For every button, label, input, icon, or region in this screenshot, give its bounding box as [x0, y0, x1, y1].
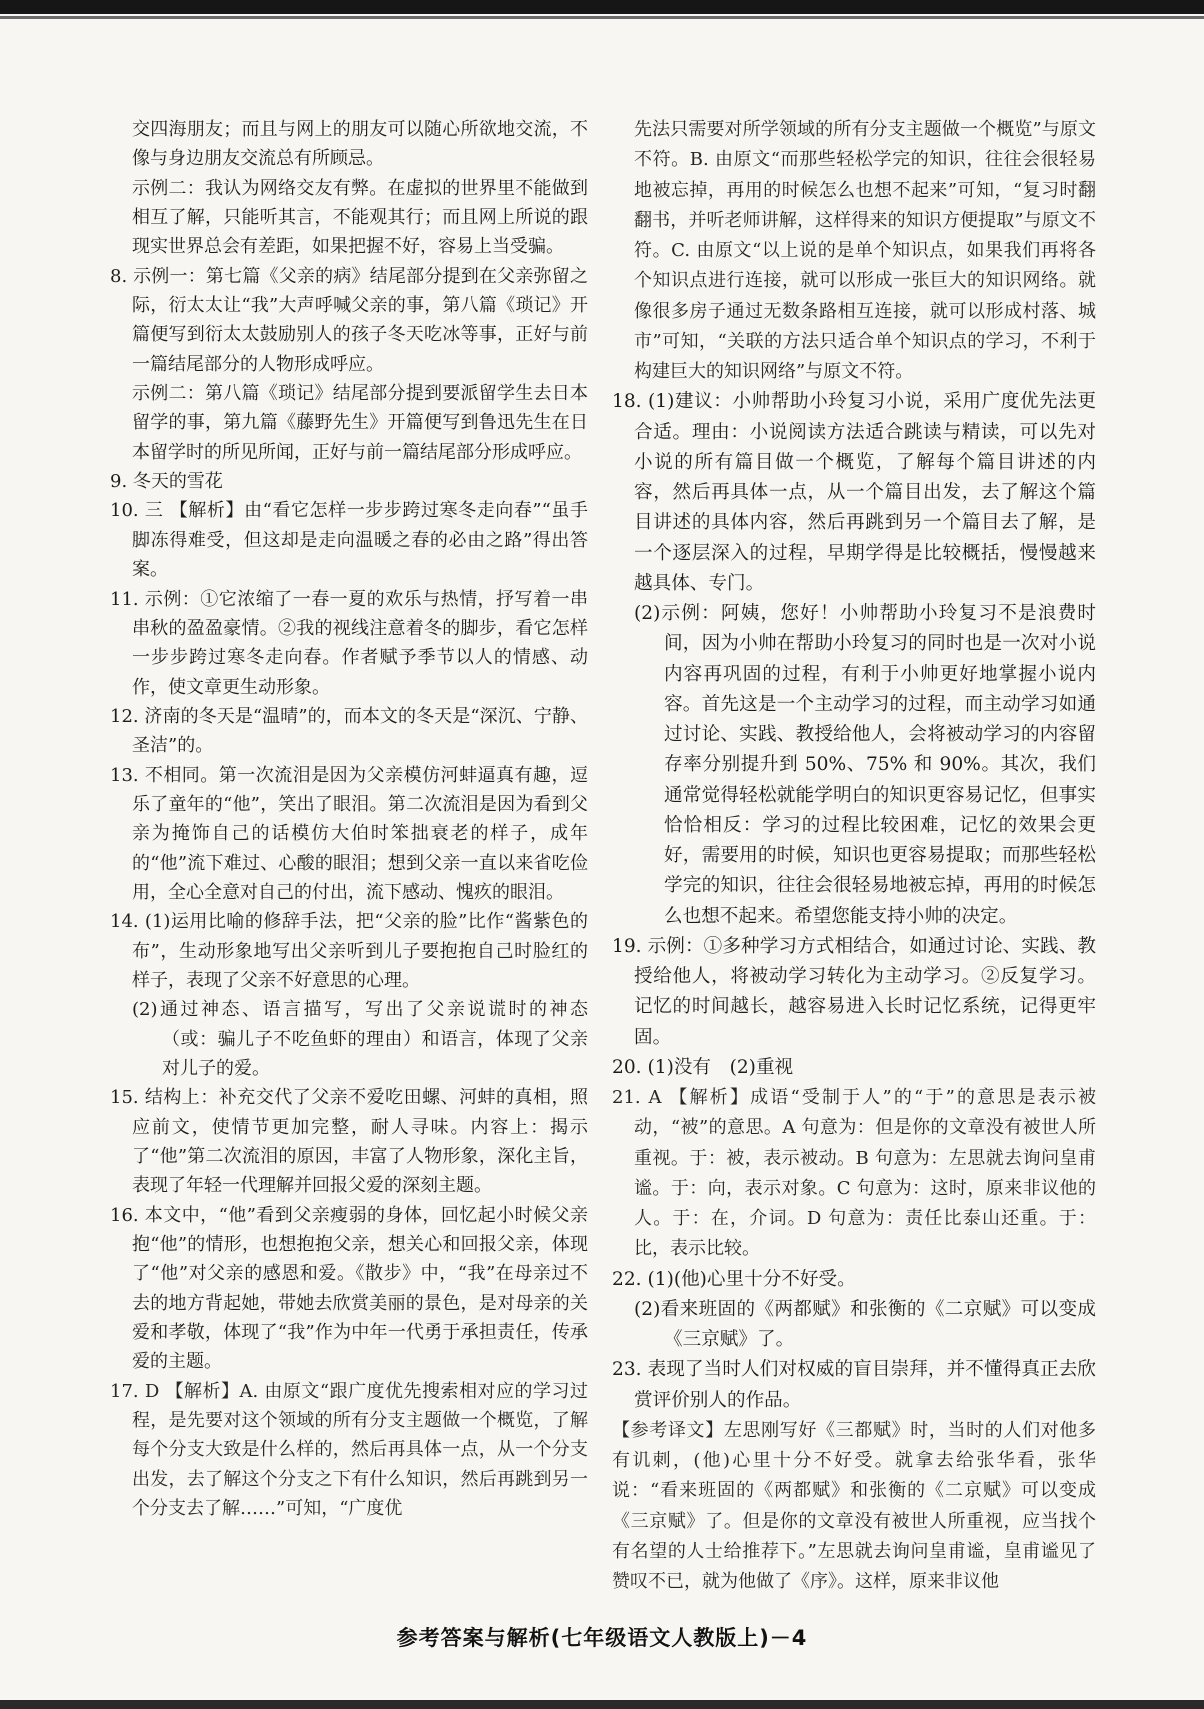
top-border-thin [0, 16, 1204, 19]
answer-paragraph: 20. (1)没有 (2)重视 [612, 1056, 794, 1078]
answer-paragraph: (2)看来班固的《两都赋》和张衡的《二京赋》可以变成《三京赋》了。 [634, 1298, 1096, 1350]
answer-paragraph: 10. 三 【解析】由“看它怎样一步步跨过寒冬走向春”“虽手脚冻得难受，但这却是走向温暖之春的必由之路”得出答案。 [110, 500, 588, 581]
answer-paragraph: 15. 结构上：补充交代了父亲不爱吃田螺、河蚌的真相，照应前文，使情节更加完整，耐人寻味。内容上：揭示了“他”第二次流泪的原因，丰富了人物形象，深化主旨，表现了年轻一代理解并回报父爱的深刻主题。 [110, 1087, 588, 1197]
answer-paragraph: 23. 表现了当时人们对权威的盲目崇拜，并不懂得真正去欣赏评价别人的作品。 [612, 1359, 1096, 1411]
answer-paragraph: 14. (1)运用比喻的修辞手法，把“父亲的脸”比作“酱紫色的布”，生动形象地写出父亲听到儿子要抱抱自己时脸红的样子，表现了父亲不好意思的心理。 [110, 911, 588, 991]
answer-paragraph: 19. 示例：①多种学习方式相结合，如通过讨论、实践、教授给他人，将被动学习转化为主动学习。②反复学习。记忆的时间越长，越容易进入长时记忆系统，记得更牢固。 [612, 935, 1096, 1048]
right-column [612, 115, 1096, 1597]
answer-paragraph: 21. A 【解析】成语“受制于人”的“于”的意思是表示被动，“被”的意思。A 句意为：但是你的文章没有被世人所重视。于：被，表示被动。B 句意为：左思就去询问皇甫谧。于：向，表示对象。C 句意为：这时，原来非议他的人。于：在，介词。D 句意为：责任比泰山还重。于：比，表示比较。 [612, 1087, 1096, 1260]
answer-paragraph: 18. (1)建议：小帅帮助小玲复习小说，采用广度优先法更合适。理由：小说阅读方法适合跳读与精读，可以先对小说的所有篇目做一个概览，了解每个篇目讲述的内容，然后再具体一点，从一个篇目出发，去了解这个篇目讲述的具体内容，然后再跳到另一个篇目去了解，是一个逐层深入的过程，早期学得是比较概括，慢慢越来越具体、专门。 [612, 391, 1096, 594]
answer-paragraph: 【参考译文】左思刚写好《三都赋》时，当时的人们对他多有讥刺，(他)心里十分不好受。就拿去给张华看，张华说：“看来班固的《两都赋》和张衡的《二京赋》可以变成《三京赋》了。但是你的文章没有被世人所重视，应当找个有名望的人士给推荐下。”左思就去询问皇甫谧，皇甫谧见了赞叹不已，就为他做了《序》。这样，原来非议他 [612, 1419, 1096, 1592]
answer-paragraph: 13. 不相同。第一次流泪是因为父亲模仿河蚌逼真有趣，逗乐了童年的“他”，笑出了眼泪。第二次流泪是因为看到父亲为掩饰自己的话模仿大伯时笨拙衰老的样子，成年的“他”流下难过、心酸的眼泪；想到父亲一直以来省吃俭用，全心全意对自己的付出，流下感动、愧疚的眼泪。 [110, 764, 588, 903]
answer-paragraph: 示例二：第八篇《琐记》结尾部分提到要派留学生去日本留学的事，第九篇《藤野先生》开篇便写到鲁迅先生在日本留学时的所见所闻，正好与前一篇结尾部分形成呼应。 [132, 383, 588, 463]
answer-paragraph: 交四海朋友；而且与网上的朋友可以随心所欲地交流，不像与身边朋友交流总有所顾忌。 [132, 119, 588, 170]
answer-paragraph: 示例二：我认为网络交友有弊。在虚拟的世界里不能做到相互了解，只能听其言，不能观其行；而且网上所说的跟现实世界总会有差距，如果把握不好，容易上当受骗。 [132, 177, 588, 258]
answer-paragraph: 9. 冬天的雪花 [110, 471, 223, 493]
answer-paragraph: 17. D 【解析】A. 由原文“跟广度优先搜索相对应的学习过程，是先要对这个领域的所有分支主题做一个概览，了解每个分支大致是什么样的，然后再具体一点，从一个分支出发，去了解这个分支之下有什么知识，然后再跳到另一个分支去了解……”可知，“广度优 [110, 1380, 588, 1520]
left-column [110, 115, 588, 1524]
answer-paragraph: 8. 示例一：第七篇《父亲的病》结尾部分提到在父亲弥留之际，衍太太让“我”大声呼喊父亲的事，第八篇《琐记》开篇便写到衍太太鼓励别人的孩子冬天吃冰等事，正好与前一篇结尾部分的人物形成呼应。 [110, 265, 588, 375]
top-border [0, 0, 1204, 14]
answer-paragraph: 11. 示例：①它浓缩了一春一夏的欢乐与热情，抒写着一串串秋的盈盈豪情。②我的视线注意着冬的脚步，看它怎样一步步跨过寒冬走向春。作者赋予季节以人的情感、动作，使文章更生动形象。 [110, 588, 588, 698]
answer-paragraph: 16. 本文中，“他”看到父亲瘦弱的身体，回忆起小时候父亲抱“他”的情形，也想抱抱父亲，想关心和回报父亲，体现了“他”对父亲的感恩和爱。《散步》中，“我”在母亲过不去的地方背起她，带她去欣赏美丽的景色，是对母亲的关爱和孝敬，体现了“我”作为中年一代勇于承担责任，传承爱的主题。 [110, 1204, 588, 1373]
bottom-border [0, 1700, 1204, 1709]
answer-paragraph: (2)示例：阿姨，您好！小帅帮助小玲复习不是浪费时间，因为小帅在帮助小玲复习的同时也是一次对小说内容再巩固的过程，有利于小帅更好地掌握小说内容。首先这是一个主动学习的过程，而主动学习如通过讨论、实践、教授给他人，会将被动学习的内容留存率分别提升到 50%、75% 和 90%。其次，我们通常觉得轻松就能学明白的知识更容易记忆，但事实恰恰相反：学习的过程比较困难，记忆的效果会更好，需要用的时候，知识也更容易提取；而那些轻松学完的知识，往往会很轻易地被忘掉，再用的时候怎么也想不起来。希望您能支持小帅的决定。 [634, 603, 1096, 927]
answer-paragraph: 12. 济南的冬天是“温晴”的，而本文的冬天是“深沉、宁静、圣洁”的。 [110, 705, 588, 757]
answer-paragraph: 22. (1)(他)心里十分不好受。 [612, 1268, 856, 1290]
page-footer: 参考答案与解析(七年级语文人教版上)－4 [396, 1626, 808, 1650]
answer-paragraph: 先法只需要对所学领域的所有分支主题做一个概览”与原文不符。B. 由原文“而那些轻松学完的知识，往往会很轻易地被忘掉，再用的时候怎么也想不起来”可知，“复习时翻翻书，并听老师讲解，这样得来的知识方便提取”与原文不符。C. 由原文“以上说的是单个知识点，如果我们再将各个知识点进行连接，就可以形成一张巨大的知识网络。就像很多房子通过无数条路相互连接，就可以形成村落、城市”可知，“关联的方法只适合单个知识点的学习，不利于构建巨大的知识网络”与原文不符。 [634, 119, 1096, 382]
answer-paragraph: (2)通过神态、语言描写，写出了父亲说谎时的神态（或：骗儿子不吃鱼虾的理由）和语言，体现了父亲对儿子的爱。 [132, 999, 588, 1079]
